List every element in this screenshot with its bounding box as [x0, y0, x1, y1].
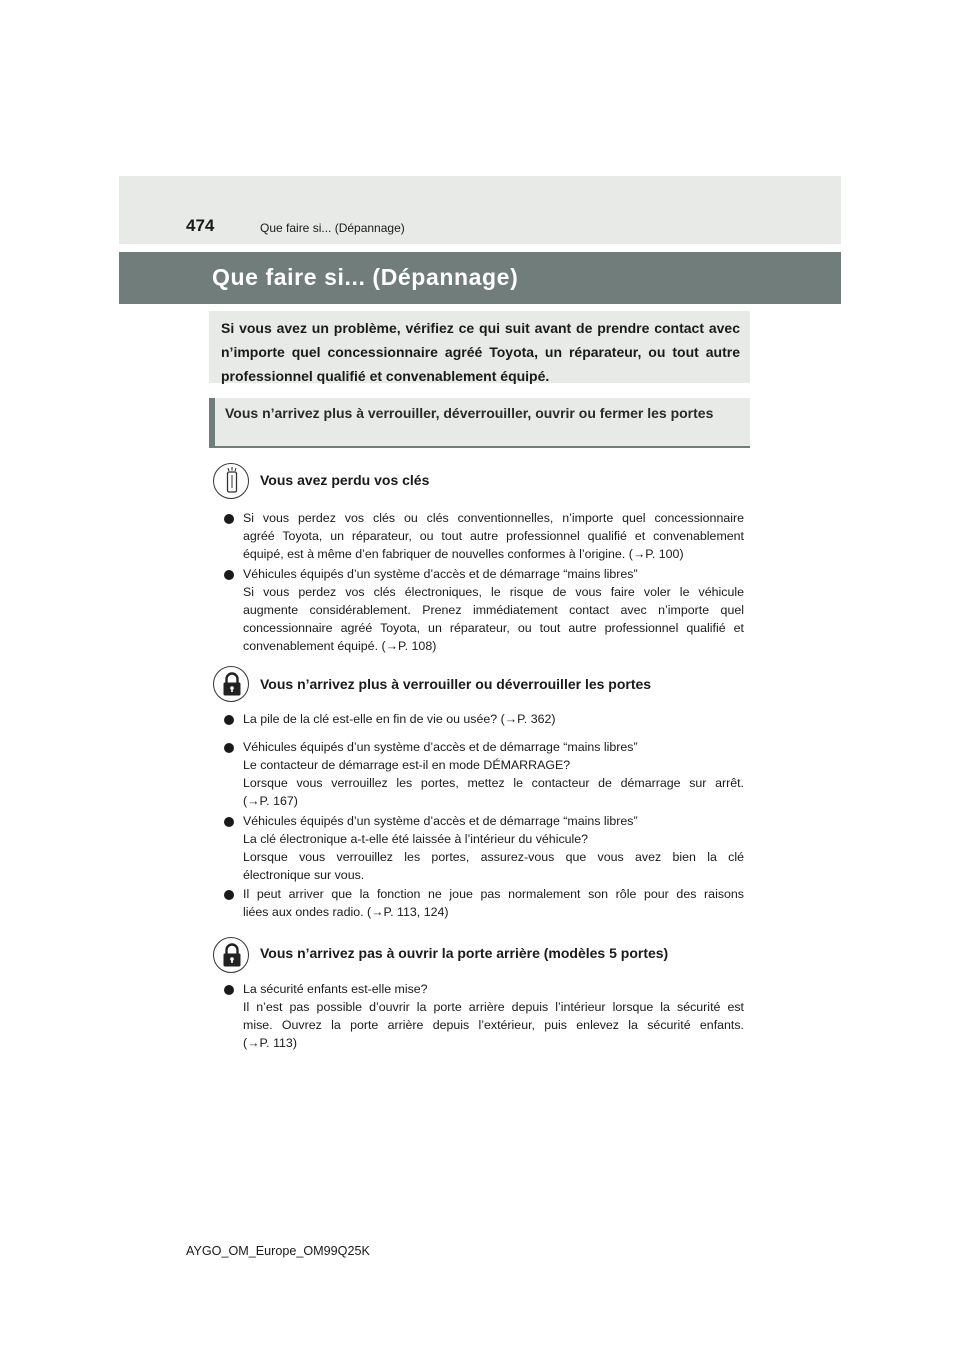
footer-doc-code: AYGO_OM_Europe_OM99Q25K	[186, 1244, 370, 1258]
bullet	[224, 890, 234, 900]
list-item: Véhicules équipés d’un système d’accès et de démarrage “mains libres” Le contacteur de démarrage est-il en mode DÉMARRAGE? Lorsque vous verrouillez les portes, mettez le contacteur de démarrage sur arrêt. (→P. 167)	[243, 740, 744, 808]
list-item: La pile de la clé est-elle en fin de vie ou usée? (→P. 362)	[243, 712, 556, 726]
list-item: Il peut arriver que la fonction ne joue pas normalement son rôle pour des raisons liées aux ondes radio. (→P. 113, 124)	[243, 887, 744, 919]
page-number: 474	[186, 216, 215, 235]
subsection-heading-rear-door: Vous n’arrivez pas à ouvrir la porte arrière (modèles 5 portes)	[260, 945, 669, 961]
bullet	[224, 817, 234, 827]
bullet	[224, 570, 234, 580]
header-band	[119, 176, 841, 244]
subsection-heading-lock-unlock: Vous n’arrivez plus à verrouiller ou déverrouiller les portes	[260, 676, 652, 692]
list-item: Véhicules équipés d’un système d’accès et de démarrage “mains libres” Si vous perdez vos clés électroniques, le risque de vous faire voler le véhicule augmente considérablement. Prenez immédiatement contact avec n’importe quel concessionnaire agréé Toyota, un réparateur, ou tout autre professionnel qualifié et convenablement équipé. (→P. 108)	[243, 567, 744, 653]
padlock-icon	[213, 937, 249, 973]
bullet	[224, 514, 234, 524]
section-heading: Vous n’arrivez plus à verrouiller, déverrouiller, ouvrir ou fermer les portes	[209, 398, 750, 448]
intro-box: Si vous avez un problème, vérifiez ce qui suit avant de prendre contact avec n’importe quel concessionnaire agréé Toyota, un réparateur, ou tout autre professionnel qualifié et convenablement équipé.	[209, 311, 750, 383]
bullet	[224, 743, 234, 753]
key-icon	[213, 463, 249, 499]
list-item: La sécurité enfants est-elle mise? Il n’est pas possible d’ouvrir la porte arrière depuis l’intérieur lorsque la sécurité est mise. Ouvrez la porte arrière depuis l’extérieur, puis enlevez la sécurité enfants. (→P. 113)	[243, 982, 744, 1050]
list-item: Véhicules équipés d’un système d’accès et de démarrage “mains libres” La clé électronique a-t-elle été laissée à l’intérieur du véhicule? Lorsque vous verrouillez les portes, assurez-vous que vous avez bien la clé électronique sur vous.	[243, 814, 744, 882]
padlock-icon	[213, 666, 249, 702]
bullet	[224, 715, 234, 725]
list-item: Si vous perdez vos clés ou clés conventionnelles, n’importe quel concessionnaire agréé Toyota, un réparateur, ou tout autre professionnel qualifié et convenablement équipé, est à même d’en fabriquer de nouvelles conformes à l’origine. (→P. 100)	[243, 511, 744, 561]
page-title: Que faire si... (Dépannage)	[212, 264, 519, 290]
bullet	[224, 985, 234, 995]
subsection-heading-lost-keys: Vous avez perdu vos clés	[260, 472, 430, 488]
running-title: Que faire si... (Dépannage)	[260, 221, 405, 235]
